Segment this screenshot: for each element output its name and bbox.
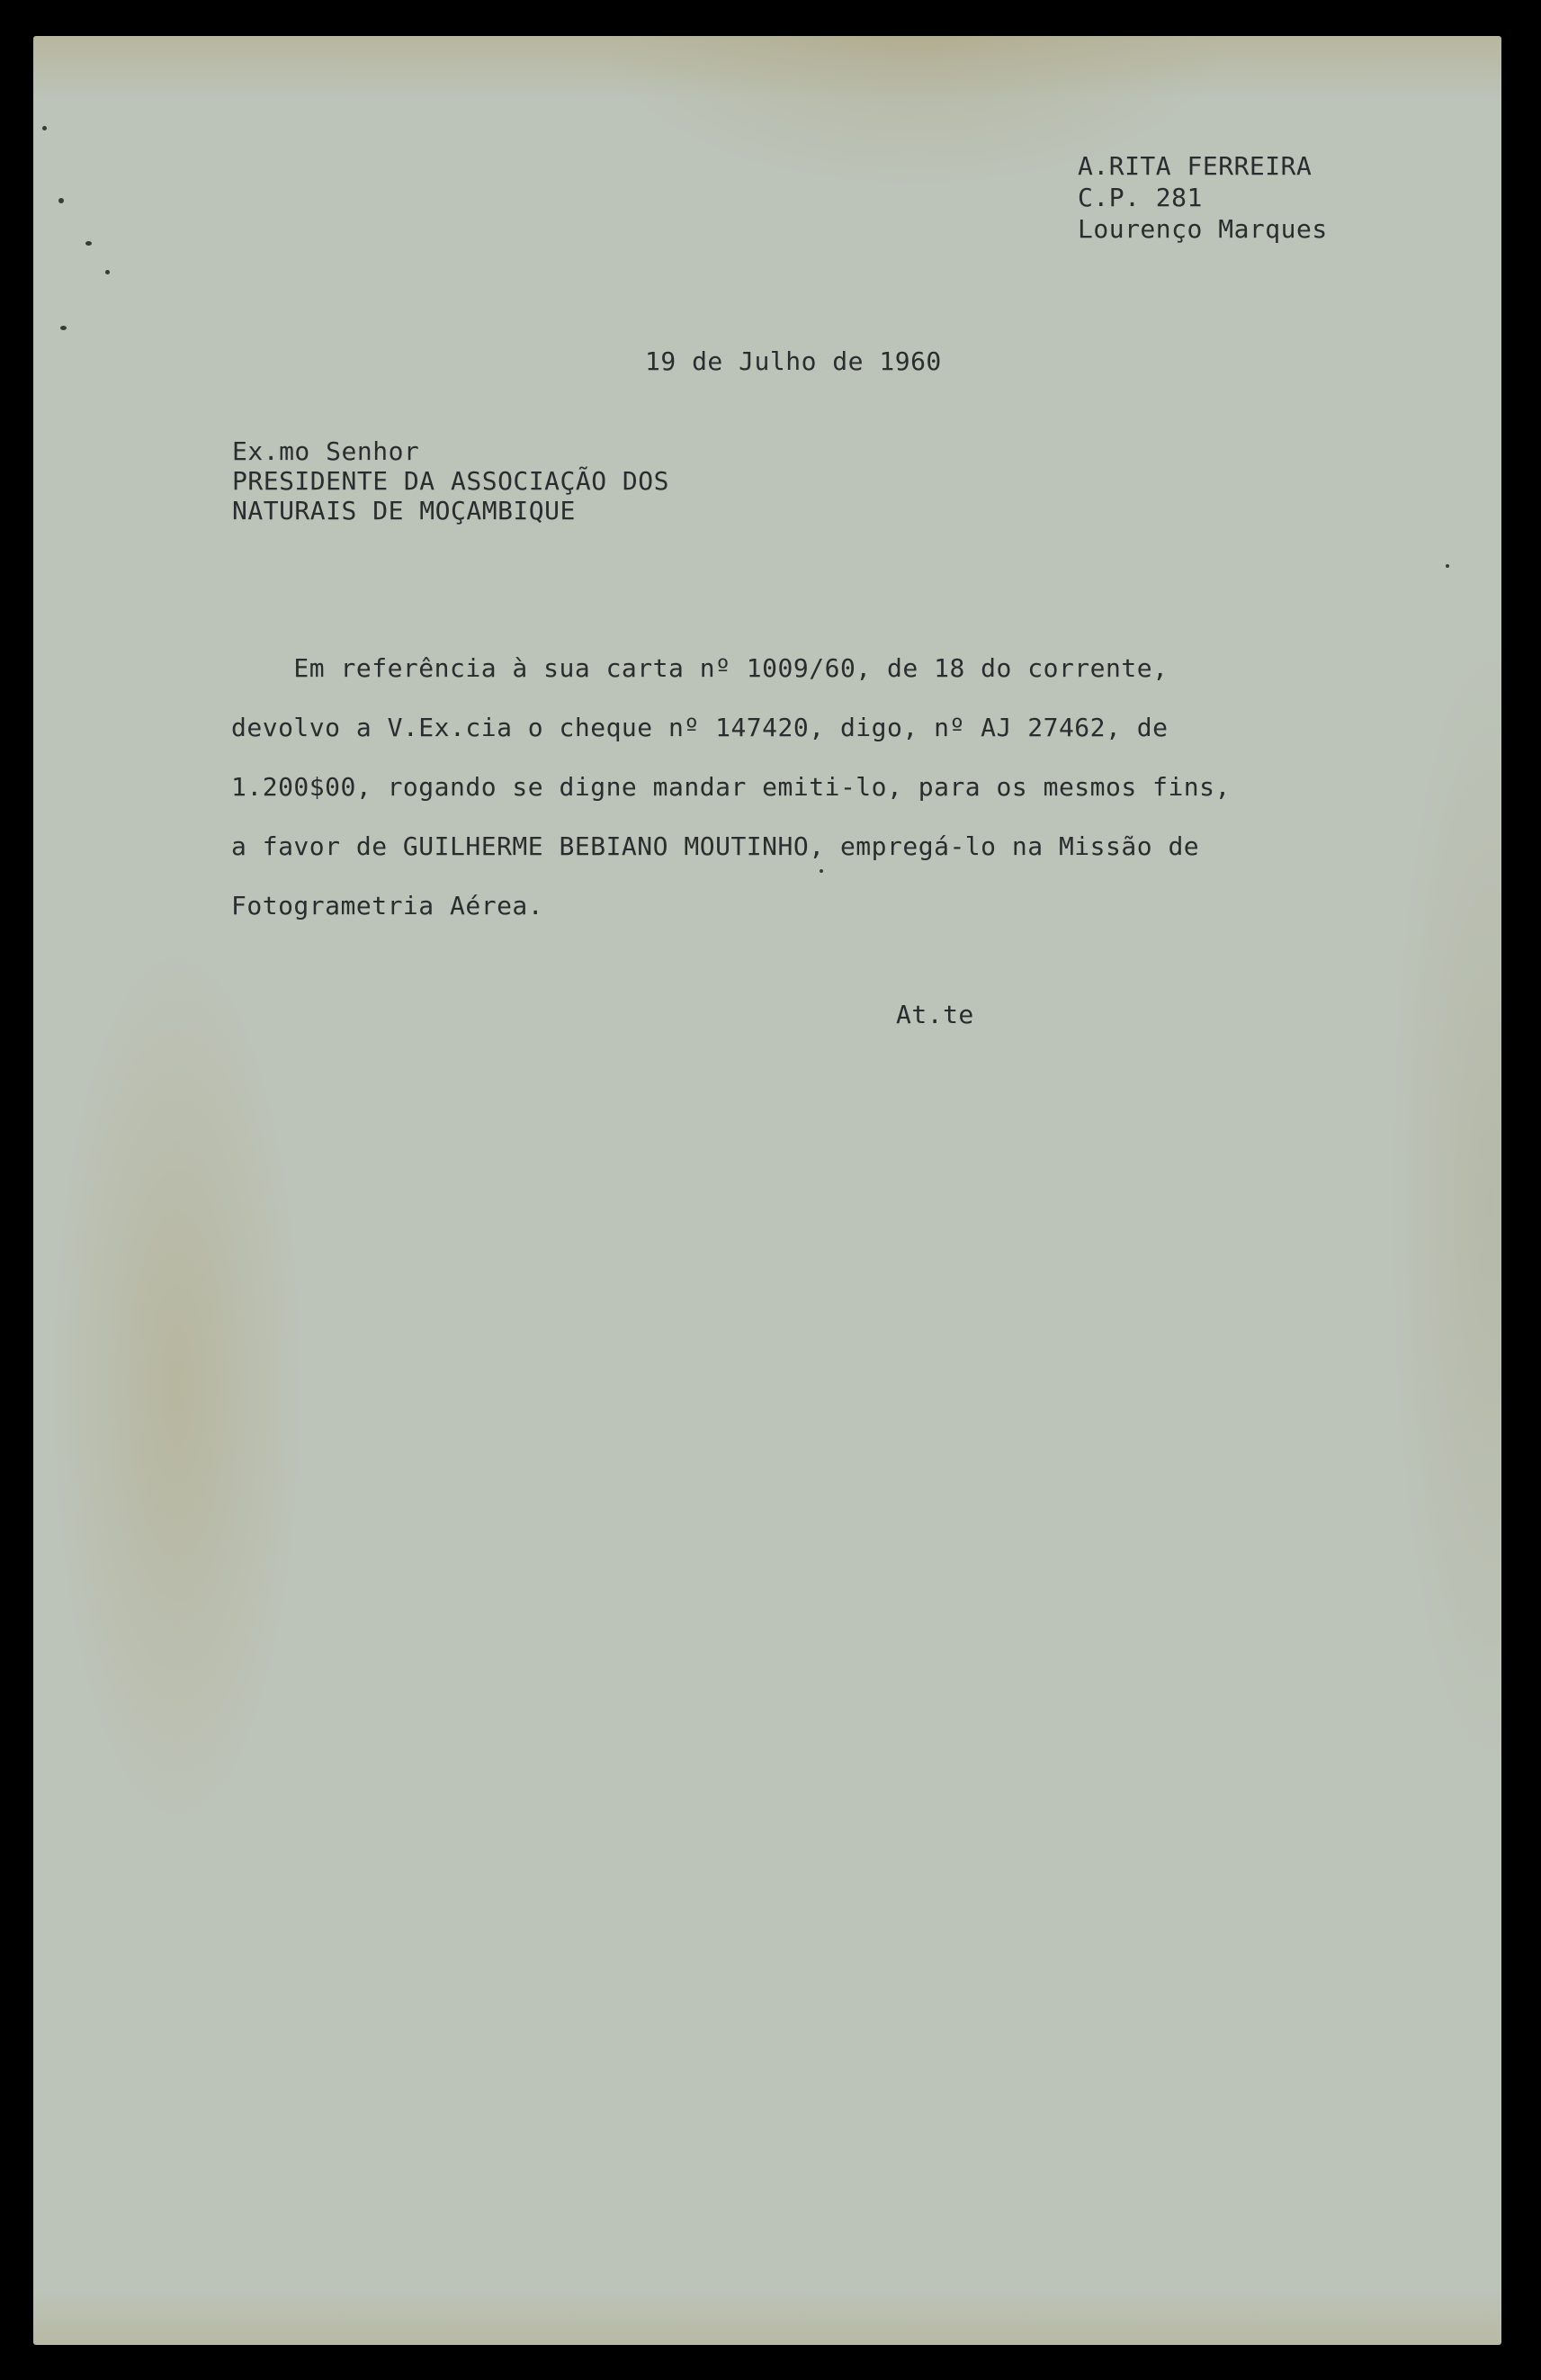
letter-closing: At.te [896, 1000, 974, 1029]
addressee-line-2: NATURAIS DE MOÇAMBIQUE [232, 496, 576, 525]
paper-speck [105, 270, 110, 274]
sender-city: Lourenço Marques [1078, 214, 1328, 244]
paper-speck [42, 126, 47, 130]
paper-speck [1446, 564, 1449, 568]
body-line: a favor de GUILHERME BEBIANO MOUTINHO, empregá-lo na Missão de [231, 831, 1200, 861]
body-line: Fotogrametria Aérea. [231, 891, 544, 921]
sender-postal-box: C.P. 281 [1078, 183, 1203, 212]
sender-block [1078, 150, 1328, 245]
sender-name: A.RITA FERREIRA [1078, 151, 1313, 181]
paper-speck [58, 198, 64, 203]
letter-body [231, 639, 1231, 936]
body-line: devolvo a V.Ex.cia o cheque nº 147420, digo, nº AJ 27462, de [231, 713, 1169, 742]
letter-date: 19 de Julho de 1960 [645, 346, 942, 376]
body-line: Em referência à sua carta nº 1009/60, de 18 do corrente, [231, 653, 1169, 683]
addressee-salutation: Ex.mo Senhor [232, 436, 420, 466]
addressee-line-1: PRESIDENTE DA ASSOCIAÇÃO DOS [232, 466, 670, 496]
letter-paper [33, 36, 1501, 2345]
body-line: 1.200$00, rogando se digne mandar emiti-lo, para os mesmos fins, [231, 772, 1231, 802]
paper-speck [85, 241, 92, 246]
addressee-block [232, 436, 669, 525]
paper-speck [60, 326, 67, 330]
